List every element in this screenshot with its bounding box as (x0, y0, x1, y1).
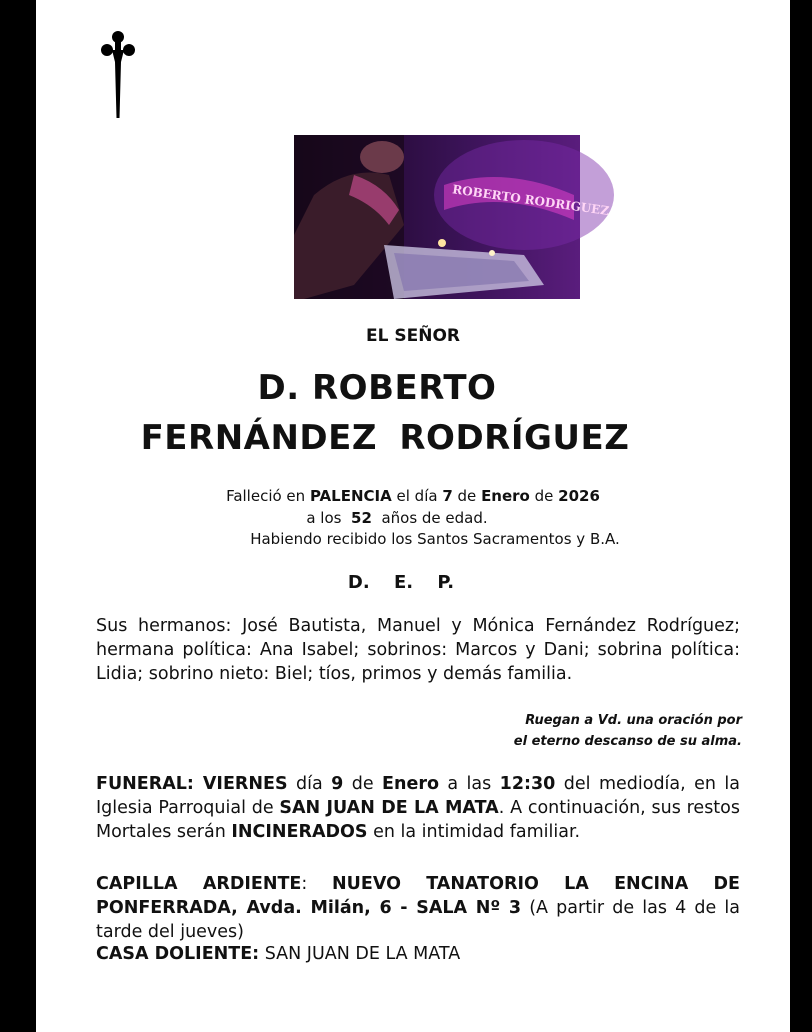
age-value: 52 (351, 509, 372, 527)
dep-label: D. E. P. (347, 572, 455, 593)
prayer-request-line2: el eterno descanso de su alma. (513, 734, 742, 749)
casa-value: SAN JUAN DE LA MATA (259, 944, 461, 964)
funeral-time: 12:30 (499, 774, 556, 794)
prayer-request-line1: Ruegan a Vd. una oración por (525, 713, 742, 728)
funeral-status: INCINERADOS (231, 822, 368, 842)
funeral-label: FUNERAL: VIERNES (96, 774, 288, 794)
funeral-church: SAN JUAN DE LA MATA (279, 798, 499, 818)
death-year: 2026 (558, 487, 600, 505)
deceased-name-line1: D. ROBERTO (257, 368, 497, 408)
prayer-request (514, 710, 742, 752)
deceased-name-line2: FERNÁNDEZ RODRÍGUEZ (140, 418, 630, 458)
obituary-sheet (36, 0, 790, 1032)
death-day: 7 (442, 487, 453, 505)
capilla-info: CAPILLA ARDIENTE: NUEVO TANATORIO LA ENCINA DE PONFERRADA, Avda. Milán, 6 - SALA Nº 3 (A partir de las 4 de la tarde del jueves) (96, 874, 740, 942)
death-age: a los 52 años de edad. (306, 509, 488, 527)
casa-info (96, 942, 740, 966)
capilla-label: CAPILLA ARDIENTE (96, 874, 302, 894)
header-title: EL SEÑOR (366, 326, 460, 346)
death-place-date: Falleció en PALENCIA el día 7 de Enero de 2026 (226, 487, 600, 505)
capilla-place: NUEVO TANATORIO LA ENCINA DE PONFERRADA, Avda. Milán, 6 - SALA Nº 3 (96, 874, 740, 918)
casa-label: CASA DOLIENTE: (96, 944, 260, 964)
funeral-info: FUNERAL: VIERNES día 9 de Enero a las 12:30 del mediodía, en la Iglesia Parroquial de SAN JUAN DE LA MATA. A continuación, sus restos Mortales serán INCINERADOS en la intimidad familiar. (96, 774, 740, 842)
death-month: Enero (481, 487, 530, 505)
deceased-photo (294, 135, 610, 299)
death-place: PALENCIA (309, 487, 392, 505)
photo-banner-text: ROBERTO RODRIGUEZ (451, 182, 610, 219)
capilla-note: (A partir de las 4 de la tarde del jueves) (96, 898, 740, 942)
family-list: Sus hermanos: José Bautista, Manuel y Mónica Fernández Rodríguez; hermana política: Ana Isabel; sobrinos: Marcos y Dani; sobrina política: Lidia; sobrino nieto: Biel; tíos, primos y demás familia. (96, 616, 740, 684)
sacraments-line: Habiendo recibido los Santos Sacramentos y B.A. (250, 530, 620, 548)
cross-icon (98, 28, 138, 120)
